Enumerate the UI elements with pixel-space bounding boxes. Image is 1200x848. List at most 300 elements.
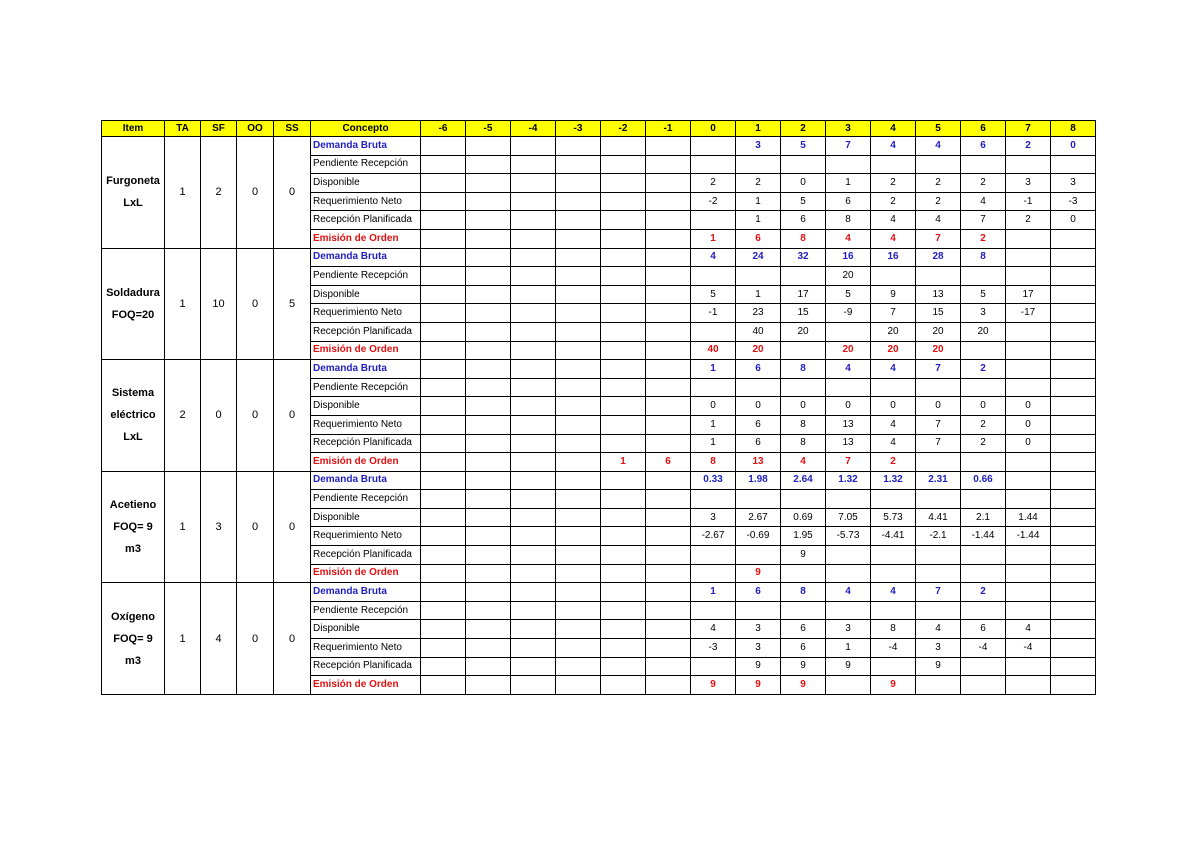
- period-value-cell: [1051, 434, 1096, 453]
- period-value-cell: [916, 601, 961, 620]
- period-value-cell: [916, 378, 961, 397]
- period-value-cell: [556, 397, 601, 416]
- period-value-cell: -2: [691, 192, 736, 211]
- period-value-cell: [511, 192, 556, 211]
- period-value-cell: [511, 546, 556, 565]
- period-value-cell: [601, 546, 646, 565]
- period-value-cell: [466, 137, 511, 156]
- period-value-cell: 6: [781, 639, 826, 658]
- period-value-cell: 1: [691, 583, 736, 602]
- column-header: 7: [1006, 121, 1051, 137]
- period-value-cell: [601, 657, 646, 676]
- period-value-cell: 8: [781, 415, 826, 434]
- period-value-cell: [1051, 360, 1096, 379]
- ta-cell: 1: [165, 137, 201, 249]
- period-value-cell: [556, 676, 601, 695]
- period-value-cell: 0: [736, 397, 781, 416]
- period-value-cell: [646, 676, 691, 695]
- period-value-cell: [511, 639, 556, 658]
- period-value-cell: 5: [781, 137, 826, 156]
- period-value-cell: 3: [691, 508, 736, 527]
- period-value-cell: [511, 676, 556, 695]
- sf-cell: 10: [201, 248, 237, 360]
- period-value-cell: [781, 490, 826, 509]
- oo-cell: 0: [237, 137, 274, 249]
- period-value-cell: 7: [871, 304, 916, 323]
- period-value-cell: 1: [601, 453, 646, 472]
- period-value-cell: [511, 378, 556, 397]
- column-header: 1: [736, 121, 781, 137]
- concept-cell: Emisión de Orden: [311, 564, 421, 583]
- period-value-cell: -17: [1006, 304, 1051, 323]
- period-value-cell: 20: [916, 341, 961, 360]
- period-value-cell: 3: [736, 639, 781, 658]
- period-value-cell: 4: [1006, 620, 1051, 639]
- period-value-cell: [1006, 657, 1051, 676]
- period-value-cell: 20: [736, 341, 781, 360]
- period-value-cell: [601, 267, 646, 286]
- column-header: -6: [421, 121, 466, 137]
- period-value-cell: [511, 601, 556, 620]
- period-value-cell: [1006, 583, 1051, 602]
- period-value-cell: 9: [691, 676, 736, 695]
- table-row: [102, 360, 1096, 379]
- period-value-cell: [601, 360, 646, 379]
- period-value-cell: 5: [781, 192, 826, 211]
- period-value-cell: [511, 397, 556, 416]
- concept-cell: Requerimiento Neto: [311, 415, 421, 434]
- period-value-cell: 9: [871, 676, 916, 695]
- concept-cell: Demanda Bruta: [311, 248, 421, 267]
- period-value-cell: [871, 657, 916, 676]
- period-value-cell: [601, 620, 646, 639]
- period-value-cell: 0: [916, 397, 961, 416]
- period-value-cell: [421, 174, 466, 193]
- period-value-cell: 5: [961, 285, 1006, 304]
- period-value-cell: [646, 248, 691, 267]
- period-value-cell: 8: [826, 211, 871, 230]
- period-value-cell: 3: [736, 137, 781, 156]
- period-value-cell: [691, 137, 736, 156]
- period-value-cell: 40: [736, 322, 781, 341]
- period-value-cell: [421, 155, 466, 174]
- period-value-cell: [511, 657, 556, 676]
- period-value-cell: [826, 601, 871, 620]
- period-value-cell: 4: [826, 583, 871, 602]
- period-value-cell: [556, 211, 601, 230]
- period-value-cell: 9: [736, 564, 781, 583]
- period-value-cell: 20: [916, 322, 961, 341]
- period-value-cell: -4: [961, 639, 1006, 658]
- period-value-cell: [871, 378, 916, 397]
- period-value-cell: [1051, 415, 1096, 434]
- period-value-cell: [556, 341, 601, 360]
- period-value-cell: [466, 471, 511, 490]
- period-value-cell: [466, 415, 511, 434]
- period-value-cell: 3: [916, 639, 961, 658]
- period-value-cell: [556, 490, 601, 509]
- column-header: Item: [102, 121, 165, 137]
- period-value-cell: [556, 285, 601, 304]
- period-value-cell: -3: [1051, 192, 1096, 211]
- concept-cell: Emisión de Orden: [311, 341, 421, 360]
- period-value-cell: 4: [826, 229, 871, 248]
- concept-cell: Demanda Bruta: [311, 137, 421, 156]
- period-value-cell: 6: [736, 360, 781, 379]
- period-value-cell: 0: [826, 397, 871, 416]
- period-value-cell: [556, 583, 601, 602]
- period-value-cell: [916, 564, 961, 583]
- period-value-cell: 16: [826, 248, 871, 267]
- column-header: 3: [826, 121, 871, 137]
- period-value-cell: 23: [736, 304, 781, 323]
- period-value-cell: [1051, 285, 1096, 304]
- period-value-cell: [556, 471, 601, 490]
- period-value-cell: 28: [916, 248, 961, 267]
- period-value-cell: 4: [691, 620, 736, 639]
- period-value-cell: [421, 657, 466, 676]
- period-value-cell: 2: [961, 434, 1006, 453]
- period-value-cell: [556, 415, 601, 434]
- period-value-cell: 0: [781, 397, 826, 416]
- period-value-cell: 3: [736, 620, 781, 639]
- period-value-cell: [466, 229, 511, 248]
- period-value-cell: 6: [781, 620, 826, 639]
- period-value-cell: 7: [916, 583, 961, 602]
- period-value-cell: [601, 527, 646, 546]
- concept-cell: Disponible: [311, 174, 421, 193]
- period-value-cell: 1: [736, 285, 781, 304]
- concept-cell: Recepción Planificada: [311, 657, 421, 676]
- table-row: [102, 471, 1096, 490]
- period-value-cell: [601, 434, 646, 453]
- oo-cell: 0: [237, 360, 274, 472]
- concept-cell: Recepción Planificada: [311, 434, 421, 453]
- period-value-cell: [1006, 155, 1051, 174]
- period-value-cell: [691, 322, 736, 341]
- period-value-cell: 2: [1006, 211, 1051, 230]
- table-row: [102, 248, 1096, 267]
- period-value-cell: 24: [736, 248, 781, 267]
- period-value-cell: [1051, 341, 1096, 360]
- period-value-cell: 1.98: [736, 471, 781, 490]
- period-value-cell: [1051, 676, 1096, 695]
- period-value-cell: [556, 453, 601, 472]
- concept-cell: Pendiente Recepción: [311, 155, 421, 174]
- sf-cell: 0: [201, 360, 237, 472]
- period-value-cell: [511, 304, 556, 323]
- period-value-cell: 2: [916, 192, 961, 211]
- period-value-cell: [466, 211, 511, 230]
- period-value-cell: [511, 527, 556, 546]
- period-value-cell: [1051, 564, 1096, 583]
- ta-cell: 1: [165, 471, 201, 583]
- period-value-cell: 1: [691, 434, 736, 453]
- period-value-cell: [466, 322, 511, 341]
- period-value-cell: 17: [1006, 285, 1051, 304]
- period-value-cell: [421, 508, 466, 527]
- period-value-cell: [961, 546, 1006, 565]
- period-value-cell: 3: [1051, 174, 1096, 193]
- period-value-cell: [601, 137, 646, 156]
- period-value-cell: 13: [826, 415, 871, 434]
- period-value-cell: [556, 378, 601, 397]
- concept-cell: Emisión de Orden: [311, 453, 421, 472]
- period-value-cell: 2: [1006, 137, 1051, 156]
- period-value-cell: [646, 155, 691, 174]
- period-value-cell: [1051, 322, 1096, 341]
- period-value-cell: [511, 453, 556, 472]
- period-value-cell: [646, 285, 691, 304]
- period-value-cell: 2: [961, 360, 1006, 379]
- period-value-cell: [1006, 378, 1051, 397]
- period-value-cell: 6: [961, 137, 1006, 156]
- period-value-cell: 4: [871, 211, 916, 230]
- period-value-cell: [421, 137, 466, 156]
- period-value-cell: [601, 508, 646, 527]
- period-value-cell: [511, 415, 556, 434]
- period-value-cell: [646, 192, 691, 211]
- period-value-cell: [466, 620, 511, 639]
- period-value-cell: [646, 657, 691, 676]
- period-value-cell: 8: [781, 434, 826, 453]
- ss-cell: 0: [274, 583, 311, 695]
- period-value-cell: 7: [826, 453, 871, 472]
- period-value-cell: [1006, 564, 1051, 583]
- period-value-cell: [466, 248, 511, 267]
- period-value-cell: [421, 360, 466, 379]
- column-header: SF: [201, 121, 237, 137]
- column-header: 8: [1051, 121, 1096, 137]
- period-value-cell: [601, 471, 646, 490]
- period-value-cell: 2: [736, 174, 781, 193]
- period-value-cell: [1006, 453, 1051, 472]
- period-value-cell: [421, 564, 466, 583]
- column-header: -2: [601, 121, 646, 137]
- period-value-cell: [961, 657, 1006, 676]
- period-value-cell: [511, 583, 556, 602]
- concept-cell: Emisión de Orden: [311, 676, 421, 695]
- concept-cell: Disponible: [311, 508, 421, 527]
- period-value-cell: 2: [871, 174, 916, 193]
- period-value-cell: [781, 267, 826, 286]
- column-header: OO: [237, 121, 274, 137]
- period-value-cell: [871, 564, 916, 583]
- ta-cell: 1: [165, 248, 201, 360]
- period-value-cell: [1006, 322, 1051, 341]
- period-value-cell: [1006, 341, 1051, 360]
- period-value-cell: -2.1: [916, 527, 961, 546]
- period-value-cell: 8: [781, 583, 826, 602]
- period-value-cell: [511, 434, 556, 453]
- concept-cell: Pendiente Recepción: [311, 601, 421, 620]
- period-value-cell: [466, 453, 511, 472]
- period-value-cell: [556, 304, 601, 323]
- concept-cell: Requerimiento Neto: [311, 304, 421, 323]
- period-value-cell: 0: [781, 174, 826, 193]
- period-value-cell: [421, 639, 466, 658]
- period-value-cell: 0: [961, 397, 1006, 416]
- period-value-cell: 2: [871, 192, 916, 211]
- column-header: 5: [916, 121, 961, 137]
- period-value-cell: 4: [871, 137, 916, 156]
- period-value-cell: 5: [691, 285, 736, 304]
- period-value-cell: -9: [826, 304, 871, 323]
- period-value-cell: [1006, 229, 1051, 248]
- period-value-cell: [781, 155, 826, 174]
- period-value-cell: [421, 490, 466, 509]
- column-header: 6: [961, 121, 1006, 137]
- period-value-cell: [421, 285, 466, 304]
- period-value-cell: [646, 211, 691, 230]
- period-value-cell: [781, 601, 826, 620]
- oo-cell: 0: [237, 248, 274, 360]
- period-value-cell: 0: [1051, 137, 1096, 156]
- period-value-cell: 15: [916, 304, 961, 323]
- period-value-cell: [601, 397, 646, 416]
- period-value-cell: [691, 601, 736, 620]
- period-value-cell: [556, 508, 601, 527]
- period-value-cell: [601, 415, 646, 434]
- period-value-cell: [871, 155, 916, 174]
- period-value-cell: 0: [1006, 397, 1051, 416]
- period-value-cell: 1: [826, 174, 871, 193]
- period-value-cell: [646, 360, 691, 379]
- period-value-cell: [511, 360, 556, 379]
- period-value-cell: 6: [781, 211, 826, 230]
- period-value-cell: [511, 564, 556, 583]
- period-value-cell: [646, 620, 691, 639]
- period-value-cell: [781, 378, 826, 397]
- period-value-cell: 8: [691, 453, 736, 472]
- period-value-cell: [1051, 229, 1096, 248]
- period-value-cell: 5: [826, 285, 871, 304]
- period-value-cell: [871, 267, 916, 286]
- period-value-cell: [466, 304, 511, 323]
- period-value-cell: [601, 248, 646, 267]
- header-row: [102, 121, 1096, 137]
- period-value-cell: [556, 155, 601, 174]
- period-value-cell: 0.69: [781, 508, 826, 527]
- period-value-cell: [601, 322, 646, 341]
- period-value-cell: 1: [691, 415, 736, 434]
- period-value-cell: [601, 676, 646, 695]
- column-header: SS: [274, 121, 311, 137]
- period-value-cell: 1: [691, 229, 736, 248]
- period-value-cell: 2.67: [736, 508, 781, 527]
- period-value-cell: [646, 601, 691, 620]
- column-header: Concepto: [311, 121, 421, 137]
- period-value-cell: [421, 434, 466, 453]
- oo-cell: 0: [237, 583, 274, 695]
- period-value-cell: [1051, 248, 1096, 267]
- period-value-cell: [466, 267, 511, 286]
- period-value-cell: 17: [781, 285, 826, 304]
- period-value-cell: [556, 639, 601, 658]
- period-value-cell: [421, 341, 466, 360]
- period-value-cell: 4: [916, 211, 961, 230]
- period-value-cell: [736, 267, 781, 286]
- period-value-cell: [556, 229, 601, 248]
- period-value-cell: [646, 527, 691, 546]
- period-value-cell: [916, 267, 961, 286]
- concept-cell: Disponible: [311, 397, 421, 416]
- period-value-cell: [421, 192, 466, 211]
- period-value-cell: [1006, 546, 1051, 565]
- period-value-cell: 15: [781, 304, 826, 323]
- concept-cell: Recepción Planificada: [311, 211, 421, 230]
- period-value-cell: [826, 676, 871, 695]
- period-value-cell: [556, 601, 601, 620]
- period-value-cell: [1006, 471, 1051, 490]
- period-value-cell: [511, 322, 556, 341]
- period-value-cell: 2: [691, 174, 736, 193]
- period-value-cell: 5.73: [871, 508, 916, 527]
- column-header: 2: [781, 121, 826, 137]
- period-value-cell: [466, 508, 511, 527]
- period-value-cell: [646, 508, 691, 527]
- period-value-cell: [421, 229, 466, 248]
- period-value-cell: 3: [826, 620, 871, 639]
- concept-cell: Pendiente Recepción: [311, 267, 421, 286]
- period-value-cell: [916, 453, 961, 472]
- period-value-cell: [421, 248, 466, 267]
- period-value-cell: 1.32: [871, 471, 916, 490]
- period-value-cell: 1: [736, 211, 781, 230]
- period-value-cell: [421, 676, 466, 695]
- period-value-cell: [466, 490, 511, 509]
- ta-cell: 2: [165, 360, 201, 472]
- period-value-cell: 6: [736, 229, 781, 248]
- period-value-cell: [601, 229, 646, 248]
- period-value-cell: 13: [826, 434, 871, 453]
- period-value-cell: [916, 490, 961, 509]
- period-value-cell: 20: [871, 322, 916, 341]
- period-value-cell: [871, 546, 916, 565]
- period-value-cell: [691, 211, 736, 230]
- period-value-cell: 2: [871, 453, 916, 472]
- ss-cell: 0: [274, 137, 311, 249]
- period-value-cell: 13: [916, 285, 961, 304]
- period-value-cell: 9: [781, 546, 826, 565]
- period-value-cell: 1.44: [1006, 508, 1051, 527]
- item-name-cell: Oxígeno FOQ= 9 m3: [102, 583, 165, 695]
- period-value-cell: 7: [916, 434, 961, 453]
- period-value-cell: [511, 471, 556, 490]
- period-value-cell: 20: [961, 322, 1006, 341]
- period-value-cell: [511, 490, 556, 509]
- period-value-cell: [916, 676, 961, 695]
- period-value-cell: [646, 341, 691, 360]
- period-value-cell: [511, 137, 556, 156]
- concept-cell: Demanda Bruta: [311, 583, 421, 602]
- column-header: -3: [556, 121, 601, 137]
- period-value-cell: [601, 378, 646, 397]
- period-value-cell: [466, 174, 511, 193]
- period-value-cell: 2: [916, 174, 961, 193]
- period-value-cell: [646, 322, 691, 341]
- period-value-cell: -1.44: [1006, 527, 1051, 546]
- period-value-cell: [736, 601, 781, 620]
- mrp-table: [101, 120, 1096, 695]
- period-value-cell: 6: [736, 415, 781, 434]
- column-header: 0: [691, 121, 736, 137]
- period-value-cell: [601, 304, 646, 323]
- period-value-cell: [736, 378, 781, 397]
- period-value-cell: [1051, 397, 1096, 416]
- period-value-cell: [646, 397, 691, 416]
- period-value-cell: [466, 527, 511, 546]
